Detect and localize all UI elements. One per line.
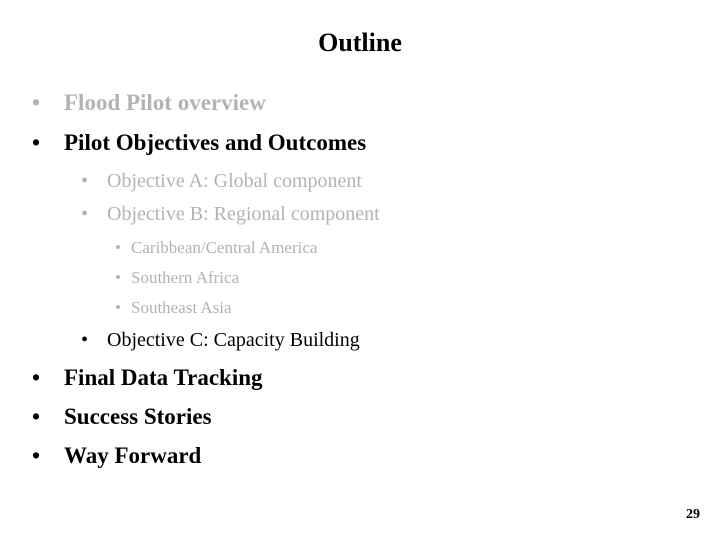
outline-item-label: Objective B: Regional component bbox=[107, 203, 380, 225]
outline-subitem-objective-b bbox=[81, 203, 380, 226]
slide-title bbox=[0, 28, 720, 58]
page-number: 29 bbox=[686, 507, 700, 522]
bullet-icon: • bbox=[81, 203, 89, 225]
outline-subsubitem-southeast-asia bbox=[115, 298, 232, 318]
outline-item-label: Pilot Objectives and Outcomes bbox=[64, 130, 367, 155]
bullet-icon: • bbox=[81, 329, 89, 351]
bullet-icon: • bbox=[115, 268, 121, 287]
bullet-icon: • bbox=[32, 443, 41, 468]
outline-item-flood-pilot-overview bbox=[32, 90, 266, 116]
outline-item-final-data-tracking bbox=[32, 365, 263, 391]
bullet-icon: • bbox=[81, 170, 89, 192]
bullet-icon: • bbox=[32, 404, 41, 429]
bullet-icon: • bbox=[32, 90, 41, 115]
outline-item-label: Southeast Asia bbox=[131, 298, 232, 317]
outline-item-label: Final Data Tracking bbox=[64, 365, 263, 390]
outline-item-label: Flood Pilot overview bbox=[64, 90, 266, 115]
bullet-icon: • bbox=[32, 130, 41, 155]
outline-item-label: Southern Africa bbox=[131, 268, 240, 287]
outline-subitem-objective-c bbox=[81, 329, 360, 352]
bullet-icon: • bbox=[32, 365, 41, 390]
outline-subitem-objective-a bbox=[81, 170, 362, 193]
outline-item-success-stories bbox=[32, 404, 212, 430]
outline-item-label: Way Forward bbox=[64, 443, 202, 468]
outline-subsubitem-southern-africa bbox=[115, 268, 239, 288]
outline-item-label: Objective A: Global component bbox=[107, 170, 362, 192]
bullet-icon: • bbox=[115, 238, 121, 257]
outline-item-way-forward bbox=[32, 443, 201, 469]
outline-subsubitem-caribbean bbox=[115, 238, 317, 258]
slide-title-text: Outline bbox=[318, 28, 402, 57]
outline-item-label: Caribbean/Central America bbox=[131, 238, 318, 257]
outline-item-label: Success Stories bbox=[64, 404, 212, 429]
outline-item-label: Objective C: Capacity Building bbox=[107, 329, 360, 351]
bullet-icon: • bbox=[115, 298, 121, 317]
outline-item-pilot-objectives bbox=[32, 130, 366, 156]
